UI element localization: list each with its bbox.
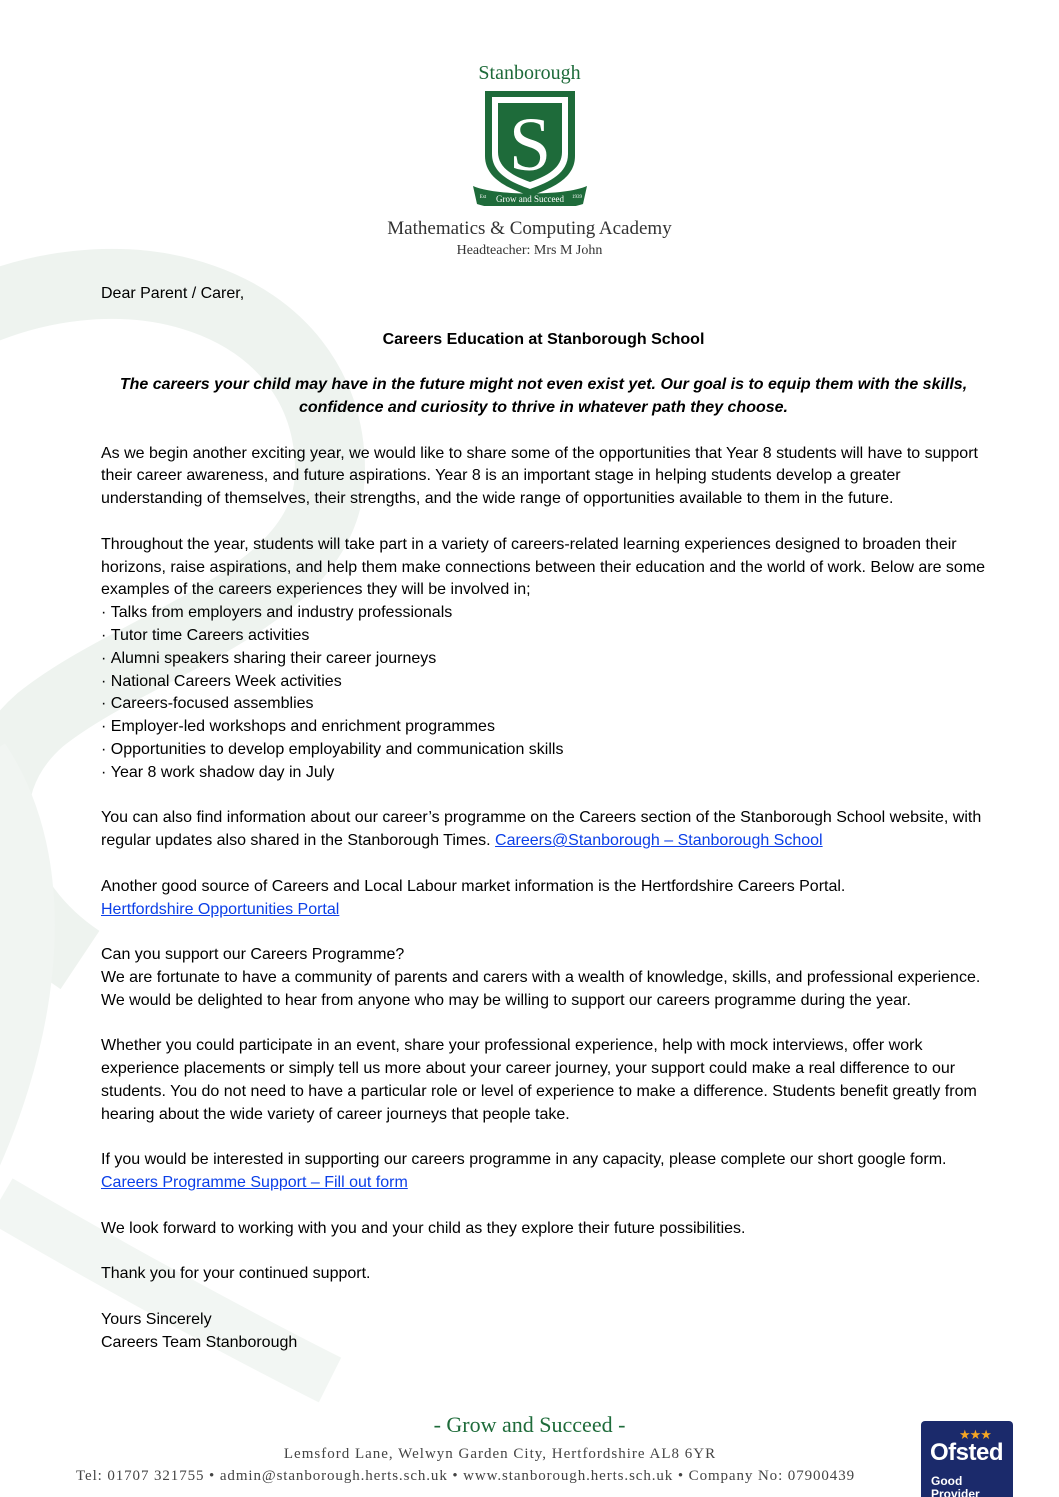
participation-paragraph: Whether you could participate in an event, share your professional experience, help with mock interviews, offer work experience placements or simply tell us more about your career journey, your support could make a real difference to our students. You do not need to have a particular role or level of experience to make a difference. Students benefit greatly from hearing about the wide variety of career journeys that people take.	[101, 1037, 977, 1123]
headteacher-line: Headteacher: Mrs M John	[456, 243, 603, 258]
experiences-list	[101, 602, 986, 784]
school-crest-logo	[465, 86, 595, 206]
school-name: Stanborough	[478, 62, 581, 84]
list-item: · National Careers Week activities	[101, 671, 986, 694]
letter-tagline: The careers your child may have in the future might not even exist yet. Our goal is to equip them with the skills, confidence and curiosity to thrive in whatever path they choose.	[119, 376, 968, 416]
experiences-paragraph: Throughout the year, students will take part in a variety of careers-related learning experiences designed to broaden their horizons, raise aspirations, and help them make connections between their education and the world of work. Below are some examples of the careers experiences they will be involved in;	[101, 535, 986, 599]
form-paragraph	[101, 1149, 986, 1195]
signature: Careers Team Stanborough	[101, 1333, 298, 1351]
signoff	[101, 1309, 986, 1355]
support-form-link[interactable]: Careers Programme Support – Fill out form	[101, 1174, 408, 1192]
portal-paragraph	[101, 876, 986, 922]
list-item: · Tutor time Careers activities	[101, 625, 986, 648]
signoff-text: Yours Sincerely	[101, 1310, 212, 1328]
support-heading: Can you support our Careers Programme?	[101, 946, 405, 964]
crest-est-text: Est	[479, 195, 486, 200]
list-item: · Talks from employers and industry professionals	[101, 602, 986, 625]
salutation: Dear Parent / Carer,	[101, 285, 245, 302]
svg-text:S: S	[508, 103, 551, 187]
ofsted-rating: Good Provider	[931, 1474, 980, 1497]
crest-motto-text: Grow and Succeed	[495, 194, 564, 204]
letterhead	[0, 62, 1059, 260]
list-item: · Opportunities to develop employability and communication skills	[101, 739, 986, 762]
hertfordshire-portal-link[interactable]: Hertfordshire Opportunities Portal	[101, 900, 340, 918]
letter-body	[101, 283, 986, 1354]
portal-text: Another good source of Careers and Local Labour market information is the Hertfordshire Careers Portal.	[101, 877, 846, 895]
intro-paragraph: As we begin another exciting year, we would like to share some of the opportunities that Year 8 students will have to support their career awareness, and future aspirations. Year 8 is an important stage in helping students develop a greater understanding of themselves, their strengths, and the wide range of opportunities available to them in the future.	[101, 444, 978, 508]
letter-title: Careers Education at Stanborough School	[382, 330, 705, 348]
ofsted-stars-icon: ★★★	[959, 1427, 991, 1442]
academy-name: Mathematics & Computing Academy	[387, 218, 672, 239]
support-paragraph	[101, 944, 986, 1012]
careers-website-link[interactable]: Careers@Stanborough – Stanborough School	[495, 832, 823, 850]
footer-motto: - Grow and Succeed -	[433, 1412, 626, 1437]
footer-contact: Tel: 01707 321755 • admin@stanborough.herts.sch.uk • www.stanborough.herts.sch.uk • Company No: 07900439	[76, 1468, 855, 1484]
list-item: · Year 8 work shadow day in July	[101, 762, 986, 785]
website-paragraph	[101, 807, 986, 853]
thanks-paragraph: Thank you for your continued support.	[101, 1265, 371, 1283]
website-text: You can also find information about our career’s programme on the Careers section of the Stanborough School website, with regular updates also shared in the Stanborough Times.	[101, 809, 982, 850]
ofsted-name: Ofsted	[930, 1439, 1004, 1466]
support-text: We are fortunate to have a community of parents and carers with a wealth of knowledge, skills, and professional experience. We would be delighted to hear from anyone who may be willing to support our careers programme during the year.	[101, 968, 981, 1009]
ofsted-badge	[921, 1421, 1013, 1497]
list-item: · Alumni speakers sharing their career journeys	[101, 648, 986, 671]
footer-address: Lemsford Lane, Welwyn Garden City, Hertfordshire AL8 6YR	[283, 1446, 717, 1462]
closing-paragraph: We look forward to working with you and your child as they explore their future possibilities.	[101, 1219, 746, 1237]
list-item: · Careers-focused assemblies	[101, 693, 986, 716]
list-item: · Employer-led workshops and enrichment programmes	[101, 716, 986, 739]
crest-year-text: 1939	[571, 195, 582, 200]
form-text: If you would be interested in supporting our careers programme in any capacity, please complete our short google form.	[101, 1151, 947, 1169]
